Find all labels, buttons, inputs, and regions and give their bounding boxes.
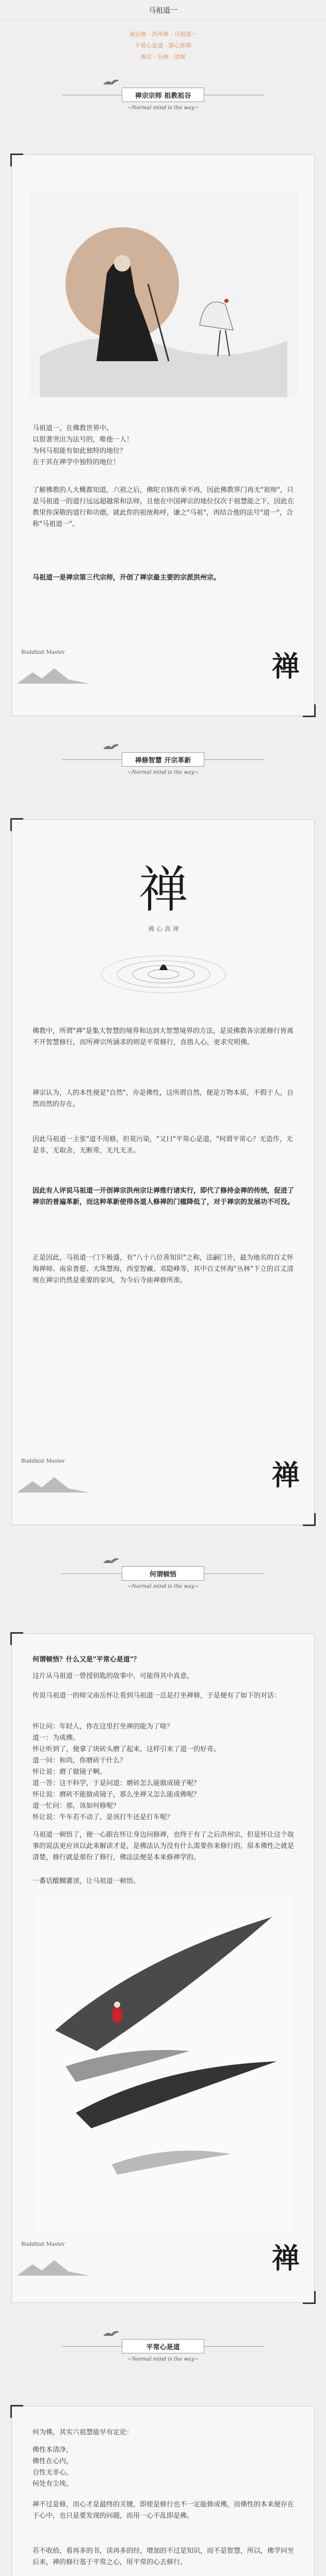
section-3-header	[0, 1551, 326, 1613]
crane-icon	[102, 1556, 120, 1566]
page-title: 马祖道一	[149, 6, 177, 15]
crane-icon	[102, 2329, 120, 2339]
page-title-bar	[0, 0, 326, 21]
tag-line: 南宗禅 · 洪州禅 · 马祖道一	[129, 31, 197, 38]
mountain-decoration-icon	[17, 2257, 89, 2278]
section-title: 何谓顿悟	[122, 1566, 204, 1581]
monk-meditation-illustration	[29, 191, 298, 397]
section-title: 平常心是道	[122, 2339, 204, 2353]
section-2-paragraph: 佛教中，所谓"禅"是集大智慧的境界和达到大智慧境界的方法，是说佛教各宗派修行皆离不开智慧修行，而所禅宗所涵求的则是平常修行，直指人心，更求究明佛。	[32, 1027, 294, 1046]
mountain-decoration-icon	[17, 1474, 89, 1495]
section-2-paragraph: 禅宗认为，人的本性便是"自然"，亦是佛性，这所谓自然，便是万物本质，不假于人，自然而然的存在。	[32, 1089, 294, 1108]
section-3-paragraph: 传说马祖道一的师父南岳怀让看到马祖道一总是打坐禅修，于是便有了如下的对话：	[32, 1692, 281, 1700]
section-3-paragraph: 一番话醍醐灌顶，让马祖道一顿悟。	[32, 1877, 140, 1885]
section-title: 禅宗宗师 祖教祖谷	[122, 88, 204, 102]
section-1-bold-paragraph: 马祖道一是禅宗第三代宗师，开创了禅宗最主要的宗派洪州宗。	[32, 574, 221, 582]
tag-line: 平常心是道 · 即心即佛	[135, 42, 191, 49]
crane-icon	[102, 742, 120, 752]
section-2-paragraph: 因此马祖道一主张"道不用修，但莫污染，"又曰"平常心是道，"何谓平常心？无造作，无是非，无取舍，无断常，无凡无圣。	[32, 1136, 293, 1155]
ripple-illustration	[96, 943, 231, 1000]
zen-seal: 禅	[272, 2242, 300, 2275]
section-4-verse: 佛性本清净， 佛性在心内， 自性无非心， 何处有尘埃。	[32, 2446, 73, 2488]
signature: Buddhist Master	[21, 2242, 65, 2247]
section-subtitle: ~Normal mind is the way~	[127, 770, 199, 775]
section-3-paragraph: 这片从马祖道一曾授钥匙的故事中，可能得其中真意。	[32, 1672, 194, 1680]
calligraphy-caption: 佛 心 真 禅	[148, 925, 179, 933]
section-3-paragraph: 马祖道一顿悟了，便一心跟在怀让身边问修禅，也终于有了之后洪州宗，但是怀让这个故事的说法更应该以此来解读才是，是佛法认为没有什么需要你来修行的，原本佛性之就是清楚，修行就是那份了修行，佛法法便是本来修禅学的。	[32, 1831, 295, 1861]
section-1-paragraph: 了解佛教的人大概都知道，六祖之后，佛陀衣钵传承不再，因此佛教界门再无"祖师"，只是马祖道一的道行远远超越常和法师，且他在中国禅宗的地位仅次于祖慧能之下，因此在教里你深敬的道行和功德，就此你的祖统称呼，谦之"马祖"，再结合他的法号"道一"，合称"马祖道一"。	[32, 486, 295, 528]
section-4-paragraph: 禅不过是修，而心才是最终的关键，即使是修行也不一定能修成佛，而佛性的本来便存在于心中，也只是要发现的问题，而用一心不乱即是佛。	[32, 2501, 295, 2520]
zen-calligraphy	[122, 851, 205, 933]
section-1-paragraph: 马祖道一，在佛教世界中。 以很著突出为法号的，唯他一人！ 为何马祖能有如此独特的地位？ 在于其在禅学中独特的地位！	[32, 425, 134, 466]
mountain-decoration-icon	[17, 665, 89, 686]
section-1-header	[0, 72, 326, 134]
signature: Buddhist Master	[21, 1459, 65, 1464]
section-4-paragraph: 若不收拾，看再多的书，读再多的经，增加的不过是知识，而不是智慧，所以，佛学问至后来，禅的修行基于平常之心，用平常的心去修行。	[32, 2547, 295, 2566]
section-2-card	[11, 819, 315, 1525]
section-subtitle: ~Normal mind is the way~	[127, 2357, 199, 2362]
signature: Buddhist Master	[21, 650, 65, 655]
ink-brush-illustration	[35, 1896, 292, 2231]
section-subtitle: ~Normal mind is the way~	[127, 1584, 199, 1589]
tag-line: 禅宗 · 丛林 · 清规	[140, 54, 186, 60]
zen-seal: 禅	[272, 650, 300, 683]
section-2-paragraph: 正是因此，马祖道一门下极盛，有"八十八位善知识"之称，法嗣门开，最为地名的百丈怀海禅师、南泉普愿、大珠慧海，西堂智藏、邓隐峰等，其中百丈怀海"丛林"下立的百丈清规在禅宗仍然是重要的家风，为今后寺庙禅修所准。	[32, 1254, 294, 1284]
section-4-card	[11, 2406, 315, 2576]
section-4-paragraph: 何为佛，其实六祖慧能早有定论：	[32, 2429, 134, 2436]
section-3-card	[11, 1633, 315, 2303]
section-1-card	[11, 155, 315, 716]
section-title: 禅修智慧 开宗革新	[122, 752, 204, 767]
zen-seal: 禅	[272, 1459, 300, 1492]
section-2-header	[0, 737, 326, 799]
section-3-bold-paragraph: 何谓顿悟？什么又是"平常心是道"？	[32, 1656, 140, 1664]
tag-lines	[0, 29, 326, 63]
crane-icon	[102, 77, 120, 88]
section-subtitle: ~Normal mind is the way~	[127, 105, 199, 111]
section-2-bold-paragraph: 因此有人评说马祖道一开创禅宗洪州宗让禅维行诸实行，即代了修持金禅的传统，促进了禅宗的普遍革新，而这种革新使得各道人修禅的门槛降低了，对于禅宗的发展功不可没。	[32, 1187, 295, 1206]
section-3-dialogue: 怀让问：年轻人，你在这里打坐禅的能为了啥？ 道一：为成佛。 怀让听到了，便拿了块砖头磨了起来，这样引来了道一的好奇。 道一问：和尚，你磨砖干什么？ 怀让说：磨了做镜子啊。 道一答：这不科学，于是问道：磨砖怎么能做成镜子呢？ 怀让说：磨砖不能做成镜子，那么坐禅又怎么能成佛呢？ 道一忙问：那，该如何修呢？ 怀让说：牛车若不动了，是该打牛还是打车呢？	[32, 1723, 221, 1821]
section-4-header	[0, 2324, 326, 2385]
calligraphy-character: 禅	[139, 861, 188, 919]
